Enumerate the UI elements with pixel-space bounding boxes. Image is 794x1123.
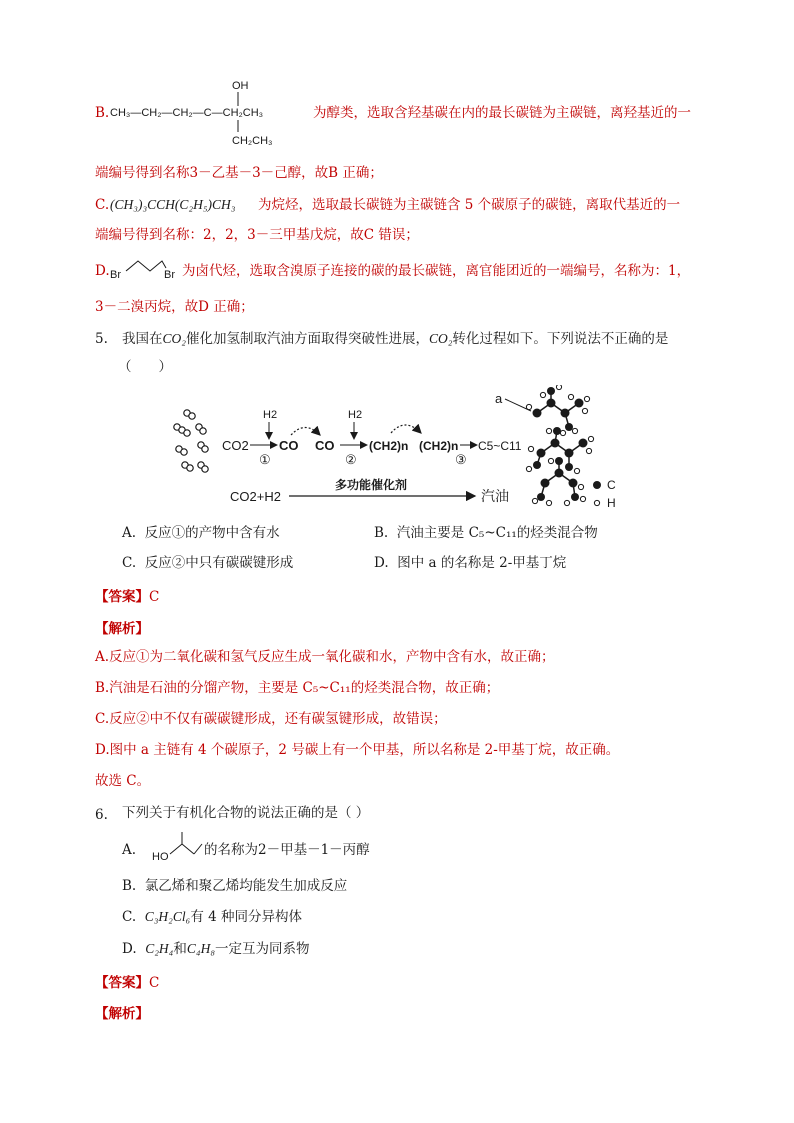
b-branch: CH₂CH₃ bbox=[232, 135, 273, 147]
diagram-h2-2: H2 bbox=[348, 409, 363, 421]
option-b-label: B. bbox=[95, 105, 110, 121]
q5-number: 5. bbox=[95, 331, 108, 347]
q5-analysis-a: A.反应①为二氧化碳和氢气反应生成一氧化碳和水，产物中含有水，故正确； bbox=[95, 649, 555, 665]
q6-option-d[interactable]: D. C₂H₄和C₄H₈一定互为同系物 bbox=[122, 941, 310, 957]
option-b-structure bbox=[108, 76, 313, 148]
q5-answer: 【答案】C bbox=[95, 589, 160, 605]
diagram-step3: ③ bbox=[455, 452, 467, 467]
q5-option-a[interactable]: A. 反应①的产物中含有水 bbox=[122, 525, 280, 541]
b-formula-main: CH₃—CH₂—CH₂—C—CH₂CH₃ bbox=[110, 107, 264, 119]
diagram-label-a: a bbox=[495, 391, 503, 406]
q5-conclusion: 故选 C。 bbox=[95, 773, 151, 789]
q5-option-d[interactable]: D. 图中 a 的名称是 2-甲基丁烷 bbox=[374, 555, 567, 571]
option-b-continuation: 端编号得到名称3－乙基－3－己醇，故B 正确； bbox=[95, 165, 383, 181]
legend-c: C bbox=[607, 478, 616, 492]
q5-option-b[interactable]: B. 汽油主要是 C₅~C₁₁的烃类混合物 bbox=[374, 525, 598, 541]
diagram-co-1: CO bbox=[279, 438, 299, 453]
q5-analysis-c: C.反应②中不仅有碳碳键形成，还有碳氢键形成，故错误； bbox=[95, 711, 447, 727]
q5-analysis-b: B.汽油是石油的分馏产物，主要是 C₅~C₁₁的烃类混合物，故正确； bbox=[95, 680, 500, 696]
diagram-co-2: CO bbox=[315, 438, 335, 453]
option-c-text: 为烷烃，选取最长碳链为主碳链含 5 个碳原子的碳链，离取代基近的一 bbox=[258, 197, 681, 213]
diagram-ch2-2: (CH2)n bbox=[419, 439, 459, 453]
q6-number: 6. bbox=[95, 807, 108, 823]
q6-answer: 【答案】C bbox=[95, 975, 160, 991]
option-c-formula: (CH₃)₃CCH(C₂H₅)CH₃ bbox=[110, 197, 236, 212]
diagram-c5c11: C5~C11 bbox=[478, 439, 522, 453]
co2-molecules bbox=[174, 410, 208, 472]
option-c-label: C. bbox=[95, 197, 110, 213]
q6-ho-label: HO bbox=[152, 851, 169, 863]
diagram-ch2-1: (CH2)n bbox=[369, 439, 409, 453]
option-c-continuation: 端编号得到名称：2，2，3－三甲基戊烷，故C 错误； bbox=[95, 227, 419, 243]
diagram-gasoline: 汽油 bbox=[481, 488, 509, 504]
diagram-co2: CO2 bbox=[222, 438, 249, 453]
br-right: Br bbox=[164, 269, 175, 281]
diagram-catalyst: 多功能催化剂 bbox=[335, 478, 408, 492]
br-left: Br bbox=[110, 269, 121, 281]
legend-carbon-dot bbox=[593, 481, 601, 489]
option-d-label: D. bbox=[95, 263, 110, 279]
option-d-structure bbox=[108, 254, 183, 282]
q5-analysis-d: D.图中 a 主链有 4 个碳原子，2 号碳上有一个甲基，所以名称是 2-甲基丁烷，故正确。 bbox=[95, 742, 620, 758]
option-d-text: 为卤代烃，选取含溴原子连接的碳的最长碳链，离官能团近的一端编号，名称为：1， bbox=[182, 263, 691, 279]
q6-stem: 下列关于有机化合物的说法正确的是（ ） bbox=[122, 805, 370, 821]
diagram-co2-h2: CO2+H2 bbox=[230, 489, 281, 504]
q5-paren: （ ） bbox=[118, 359, 172, 375]
oh-label: OH bbox=[232, 80, 249, 92]
legend-h: H bbox=[607, 496, 616, 510]
q5-analysis-tag: 【解析】 bbox=[95, 621, 149, 637]
option-b-text: 为醇类，选取含羟基碳在内的最长碳链为主碳链，离羟基近的一 bbox=[313, 105, 691, 121]
option-d-continuation: 3－二溴丙烷，故D 正确； bbox=[95, 299, 254, 315]
q6-option-c[interactable]: C. C₃H₂Cl₆有 4 种同分异构体 bbox=[122, 909, 302, 925]
diagram-step1: ① bbox=[259, 452, 271, 467]
q6-analysis-tag: 【解析】 bbox=[95, 1006, 149, 1022]
q5-option-c[interactable]: C. 反应②中只有碳碳键形成 bbox=[122, 555, 294, 571]
diagram-h2-1: H2 bbox=[263, 409, 278, 421]
co2-conversion-diagram bbox=[165, 385, 635, 520]
q6-option-a-structure bbox=[152, 830, 204, 864]
q6-option-b[interactable]: B. 氯乙烯和聚乙烯均能发生加成反应 bbox=[122, 878, 348, 894]
legend-hydrogen-dot bbox=[594, 500, 599, 505]
diagram-step2: ② bbox=[345, 452, 357, 467]
q5-stem: 我国在CO₂催化加氢制取汽油方面取得突破性进展，CO₂转化过程如下。下列说法不正确的是 bbox=[122, 331, 669, 347]
